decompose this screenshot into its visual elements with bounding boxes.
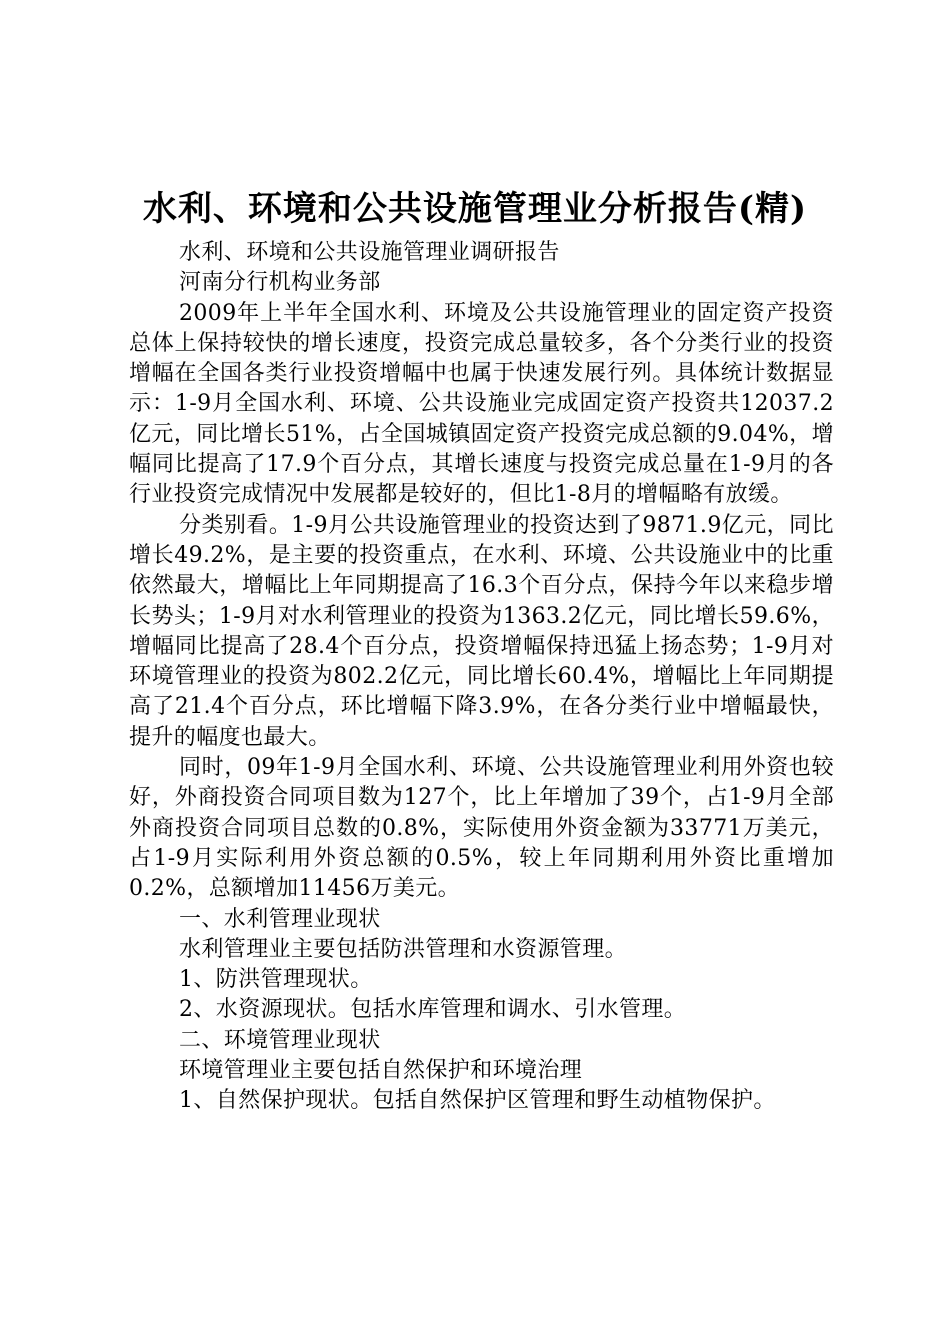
section-heading-environment: 二、环境管理业现状 — [179, 1027, 381, 1053]
document-body — [129, 238, 834, 1117]
department-name: 河南分行机构业务部 — [179, 270, 381, 296]
list-item-flood-control: 1、防洪管理现状。 — [179, 967, 373, 993]
paragraph-foreign-investment: 同时，09年1-9月全国水利、环境、公共设施管理业利用外资也较好，外商投资合同项目数为127个，比上年增加了39个，占1-9月全部外商投资合同项目总数的0.8%，实际使用外资金额为33771万美元，占1-9月实际利用外资总额的0.5%，较上年同期利用外资比重增加0.2%，总额增加11456万美元。 — [129, 755, 834, 902]
document-title: 水利、环境和公共设施管理业分析报告(精) — [142, 189, 808, 229]
paragraph-overview: 2009年上半年全国水利、环境及公共设施管理业的固定资产投资总体上保持较快的增长速度，投资完成总量较多，各个分类行业的投资增幅在全国各类行业投资增幅中也属于快速发展行列。具体统计数据显示：1-9月全国水利、环境、公共设施业完成固定资产投资共12037.2亿元，同比增长51%，占全国城镇固定资产投资完成总额的9.04%，增幅同比提高了17.9个百分点，其增长速度与投资完成总量在1-9月的各行业投资完成情况中发展都是较好的，但比1-8月的增幅略有放缓。 — [129, 300, 834, 508]
section-intro-environment: 环境管理业主要包括自然保护和环境治理 — [179, 1058, 583, 1084]
section-heading-water: 一、水利管理业现状 — [179, 906, 381, 932]
section-intro-water: 水利管理业主要包括防洪管理和水资源管理。 — [179, 936, 628, 962]
list-item-nature-protection: 1、自然保护现状。包括自然保护区管理和野生动植物保护。 — [179, 1088, 776, 1114]
paragraph-by-category: 分类别看。1-9月公共设施管理业的投资达到了9871.9亿元，同比增长49.2%，是主要的投资重点，在水利、环境、公共设施业中的比重依然最大，增幅比上年同期提高了16.3个百分点，保持今年以来稳步增长势头；1-9月对水利管理业的投资为1363.2亿元，同比增长59.6%，增幅同比提高了28.4个百分点，投资增幅保持迅猛上扬态势；1-9月对环境管理业的投资为802.2亿元，同比增长60.4%，增幅比上年同期提高了21.4个百分点，环比增幅下降3.9%，在各分类行业中增幅最快，提升的幅度也最大。 — [129, 512, 834, 750]
report-subtitle: 水利、环境和公共设施管理业调研报告 — [179, 240, 560, 265]
list-item-water-resources: 2、水资源现状。包括水库管理和调水、引水管理。 — [179, 997, 687, 1023]
